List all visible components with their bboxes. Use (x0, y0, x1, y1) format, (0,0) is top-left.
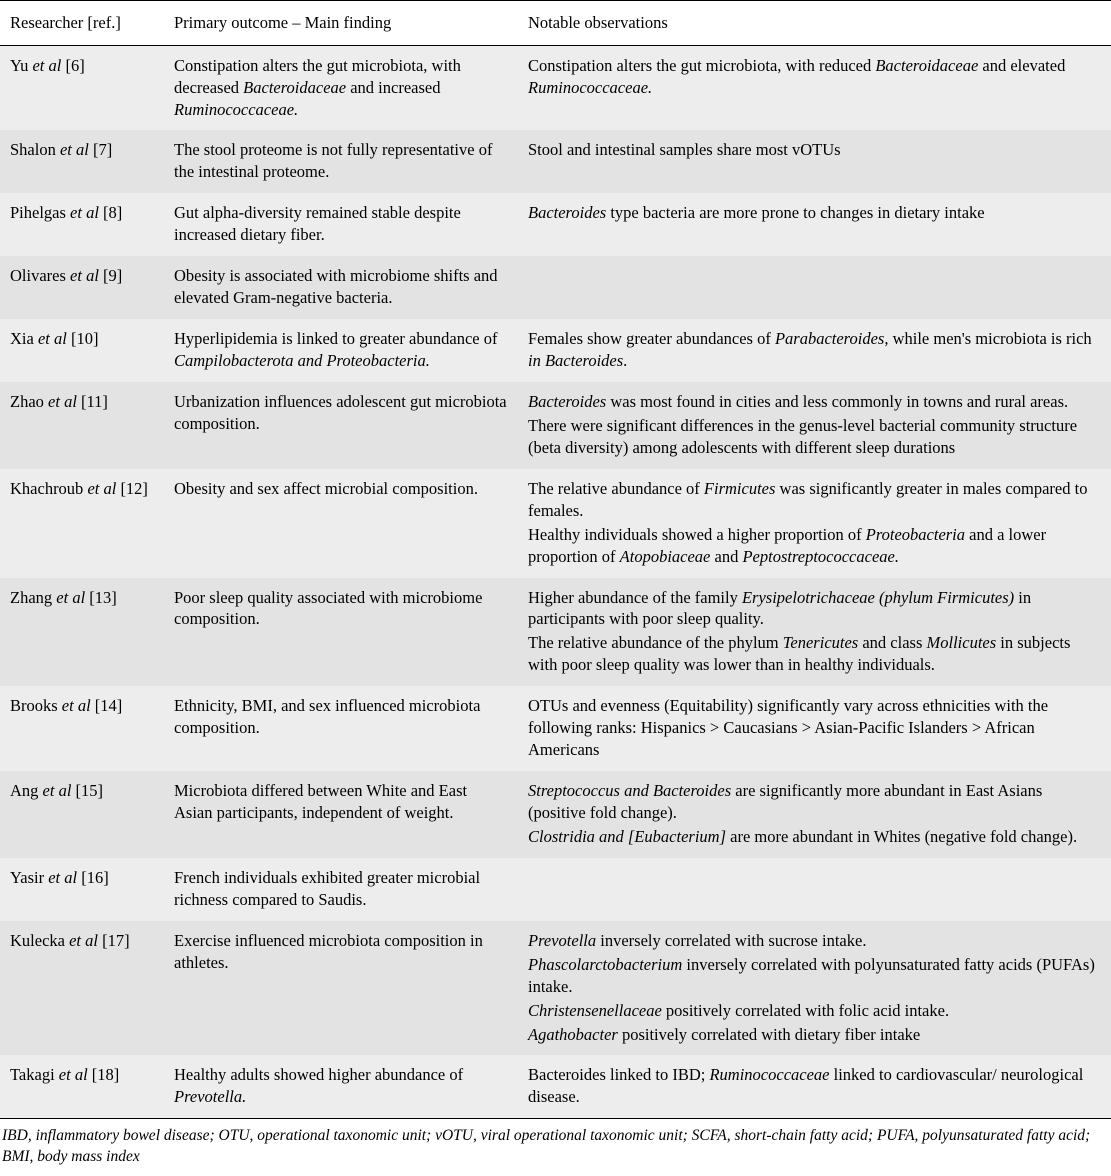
cell-notable-observations: Bacteroides type bacteria are more prone to changes in dietary intake (518, 193, 1111, 256)
cell-notable-observations: The relative abundance of Firmicutes was significantly greater in males compared to females. Healthy individuals showed a higher proportion of Proteobacteria and a lower proportion of Atopobiaceae and Peptostreptococcaceae. (518, 469, 1111, 578)
cell-notable-observations: Constipation alters the gut microbiota, with reduced Bacteroidaceae and elevated Ruminococcaceae. (518, 45, 1111, 130)
cell-researcher: Ang et al [15] (0, 771, 164, 858)
table-header-row (0, 1, 1111, 46)
cell-primary-outcome: Gut alpha-diversity remained stable despite increased dietary fiber. (164, 193, 518, 256)
cell-primary-outcome: Microbiota differed between White and East Asian participants, independent of weight. (164, 771, 518, 858)
table-row (0, 1055, 1111, 1118)
cell-notable-observations: Streptococcus and Bacteroides are significantly more abundant in East Asians (positive fold change). Clostridia and [Eubacterium] are more abundant in Whites (negative fold change). (518, 771, 1111, 858)
table-row (0, 319, 1111, 382)
cell-primary-outcome: Healthy adults showed higher abundance of Prevotella. (164, 1055, 518, 1118)
cell-researcher: Zhang et al [13] (0, 578, 164, 687)
table-row (0, 578, 1111, 687)
cell-researcher: Olivares et al [9] (0, 256, 164, 319)
table-row (0, 686, 1111, 771)
cell-primary-outcome: The stool proteome is not fully representative of the intestinal proteome. (164, 130, 518, 193)
cell-notable-observations: Prevotella inversely correlated with sucrose intake. Phascolarctobacterium inversely correlated with polyunsaturated fatty acids (PUFAs) intake. Christensenellaceae positively correlated with folic acid intake. Agathobacter positively correlated with dietary fiber intake (518, 921, 1111, 1056)
cell-researcher: Khachroub et al [12] (0, 469, 164, 578)
column-header-notable-observations: Notable observations (528, 13, 668, 32)
cell-notable-observations (518, 256, 1111, 319)
cell-notable-observations: Females show greater abundances of Parabacteroides, while men's microbiota is rich in Bacteroides. (518, 319, 1111, 382)
cell-researcher: Takagi et al [18] (0, 1055, 164, 1118)
cell-primary-outcome: French individuals exhibited greater microbial richness compared to Saudis. (164, 858, 518, 921)
cell-notable-observations: Bacteroides was most found in cities and less commonly in towns and rural areas. There were significant differences in the genus-level bacterial community structure (beta diversity) among adolescents with different sleep durations (518, 382, 1111, 469)
cell-primary-outcome: Exercise influenced microbiota composition in athletes. (164, 921, 518, 1056)
cell-primary-outcome: Urbanization influences adolescent gut microbiota composition. (164, 382, 518, 469)
cell-notable-observations: Bacteroides linked to IBD; Ruminococcaceae linked to cardiovascular/ neurological disease. (518, 1055, 1111, 1118)
table-row (0, 193, 1111, 256)
cell-researcher: Yasir et al [16] (0, 858, 164, 921)
table-row (0, 469, 1111, 578)
cell-primary-outcome: Constipation alters the gut microbiota, with decreased Bacteroidaceae and increased Ruminococcaceae. (164, 45, 518, 130)
cell-notable-observations: OTUs and evenness (Equitability) significantly vary across ethnicities with the following ranks: Hispanics > Caucasians > Asian-Pacific Islanders > African Americans (518, 686, 1111, 771)
table-head (0, 1, 1111, 46)
cell-notable-observations: Higher abundance of the family Erysipelotrichaceae (phylum Firmicutes) in participants with poor sleep quality. The relative abundance of the phylum Tenericutes and class Mollicutes in subjects with poor sleep quality was lower than in healthy individuals. (518, 578, 1111, 687)
cell-researcher: Yu et al [6] (0, 45, 164, 130)
table-row (0, 130, 1111, 193)
cell-primary-outcome: Ethnicity, BMI, and sex influenced microbiota composition. (164, 686, 518, 771)
table-row (0, 921, 1111, 1056)
cell-primary-outcome: Obesity and sex affect microbial composition. (164, 469, 518, 578)
cell-notable-observations (518, 858, 1111, 921)
cell-primary-outcome: Poor sleep quality associated with microbiome composition. (164, 578, 518, 687)
table-row (0, 771, 1111, 858)
cell-researcher: Xia et al [10] (0, 319, 164, 382)
cell-primary-outcome: Hyperlipidemia is linked to greater abundance of Campilobacterota and Proteobacteria. (164, 319, 518, 382)
cell-researcher: Kulecka et al [17] (0, 921, 164, 1056)
table-body (0, 45, 1111, 1119)
table-row (0, 45, 1111, 130)
cell-researcher: Zhao et al [11] (0, 382, 164, 469)
table-footnote: IBD, inflammatory bowel disease; OTU, operational taxonomic unit; vOTU, viral operational taxonomic unit; SCFA, short-chain fatty acid; PUFA, polyunsaturated fatty acid; BMI, body mass index (0, 1119, 1111, 1176)
column-header-researcher: Researcher [ref.] (10, 13, 121, 32)
table-row (0, 382, 1111, 469)
column-header-primary-outcome: Primary outcome – Main finding (174, 13, 392, 32)
table-row (0, 256, 1111, 319)
table-row (0, 858, 1111, 921)
cell-researcher: Pihelgas et al [8] (0, 193, 164, 256)
cell-researcher: Shalon et al [7] (0, 130, 164, 193)
cell-researcher: Brooks et al [14] (0, 686, 164, 771)
cell-primary-outcome: Obesity is associated with microbiome shifts and elevated Gram-negative bacteria. (164, 256, 518, 319)
cell-notable-observations: Stool and intestinal samples share most vOTUs (518, 130, 1111, 193)
